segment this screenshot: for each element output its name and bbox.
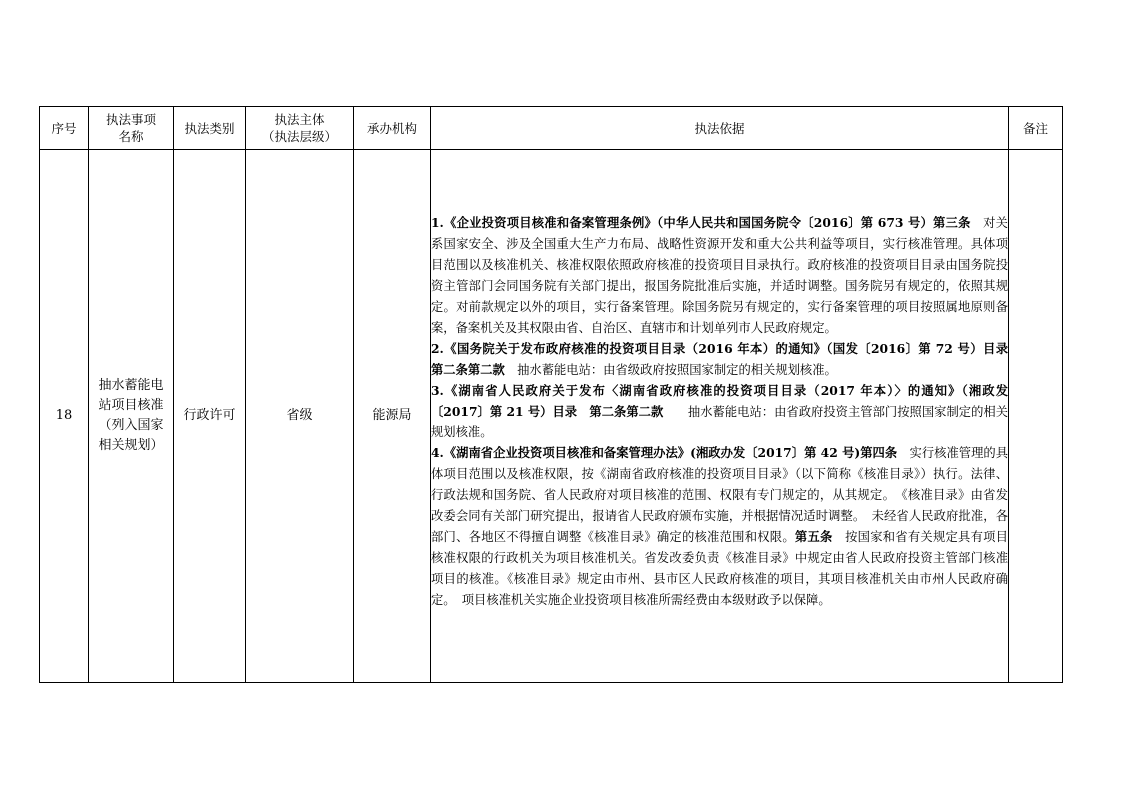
header-item-name [89,107,174,150]
cell-item-name [89,150,174,683]
basis-p2-title: 2.《国务院关于发布政府核准的投资项目目录（2016 年本）的通知》（国发〔2016〕第 72 号）目录 第二条第二款 [431,340,1021,377]
basis-p3-body: 抽水蓄能电站：由省政府投资主管部门按照国家制定的相关规划核准。 [431,404,1008,440]
basis-paragraph-4 [431,443,1008,610]
basis-p4-body2: 按国家和省有关规定具有项目核准权限的行政机关为项目核准机关。省发改委负责《核准目录》中规定由省人民政府投资主管部门核准项目的核准。《核准目录》规定由市州、县市区人民政府核准的项目，其项目核准机关由市州人民政府确定。 项目核准机关实施企业投资项目核准所需经费由本级财政予以保障。 [431,529,1008,607]
cell-remark [1009,150,1063,683]
basis-p4-title: 4.《湖南省企业投资项目核准和备案管理办法》(湘政办发〔2017〕第 42 号)第四条 [431,445,898,461]
basis-paragraph-2 [431,339,1021,381]
basis-p1-title: 1.《企业投资项目核准和备案管理条例》（中华人民共和国国务院令〔2016〕第 673 号）第三条 [431,215,971,231]
header-row [40,107,1063,150]
cell-basis [431,150,1021,683]
header-subject-line1: 执法主体 [274,112,325,127]
basis-p4-body: 实行核准管理的具体项目范围以及核准权限，按《湖南省政府核准的投资项目目录》（以下简称《核准目录》）执行。法律、行政法规和国务院、省人民政府对项目核准的范围、权限有专门规定的，从其规定。 《核准目录》由省发改委会同有关部门研究提出，报请省人民政府颁布实施，并根据情况适时调整。 未经省人民政府批准，各部门、各地区不得擅自调整《核准目录》确定的核准范围和权限。 [431,446,1008,544]
item-name-text: 抽水蓄能电站项目核准（列入国家相关规划） [98,378,164,453]
basis-p3-title: 3.《湖南省人民政府关于发布〈湖南省政府核准的投资项目目录（2017 年本）〉的通知》（湘政发〔2017〕第 21 号）目录 第二条第二款 [431,382,1008,419]
header-remark: 备注 [1009,107,1063,150]
header-subject [246,107,354,150]
table-row [40,150,1063,683]
header-item-line1: 执法事项 [105,112,156,127]
header-subject-line2: （执法层级） [261,129,337,144]
cell-level: 省级 [246,150,354,683]
basis-p2-body: 抽水蓄能电站：由省级政府按照国家制定的相关规划核准。 [504,362,837,377]
basis-paragraph-3 [431,381,1008,444]
header-item-line2: 名称 [118,129,144,144]
cell-category: 行政许可 [174,150,246,683]
basis-paragraph-1 [431,213,1008,338]
cell-seq: 18 [40,150,89,683]
header-seq: 序号 [40,107,89,150]
basis-p1-body: 对关系国家安全、涉及全国重大生产力布局、战略性资源开发和重大公共利益等项目，实行核准管理。具体项目范围以及核准机关、核准权限依照政府核准的投资项目目录执行。政府核准的投资项目目录由国务院投资主管部门会同国务院有关部门提出，报国务院批准后实施，并适时调整。国务院另有规定的，依照其规定。对前款规定以外的项目，实行备案管理。除国务院另有规定的，实行备案管理的项目按照属地原则备案，备案机关及其权限由省、自治区、直辖市和计划单列市人民政府规定。 [431,216,1008,335]
basis-p4-title2: 第五条 [794,528,833,544]
header-org: 承办机构 [354,107,431,150]
header-category: 执法类别 [174,107,246,150]
enforcement-table [39,106,1063,683]
header-basis: 执法依据 [431,107,1009,150]
basis-text [431,213,1021,610]
cell-org: 能源局 [354,150,431,683]
